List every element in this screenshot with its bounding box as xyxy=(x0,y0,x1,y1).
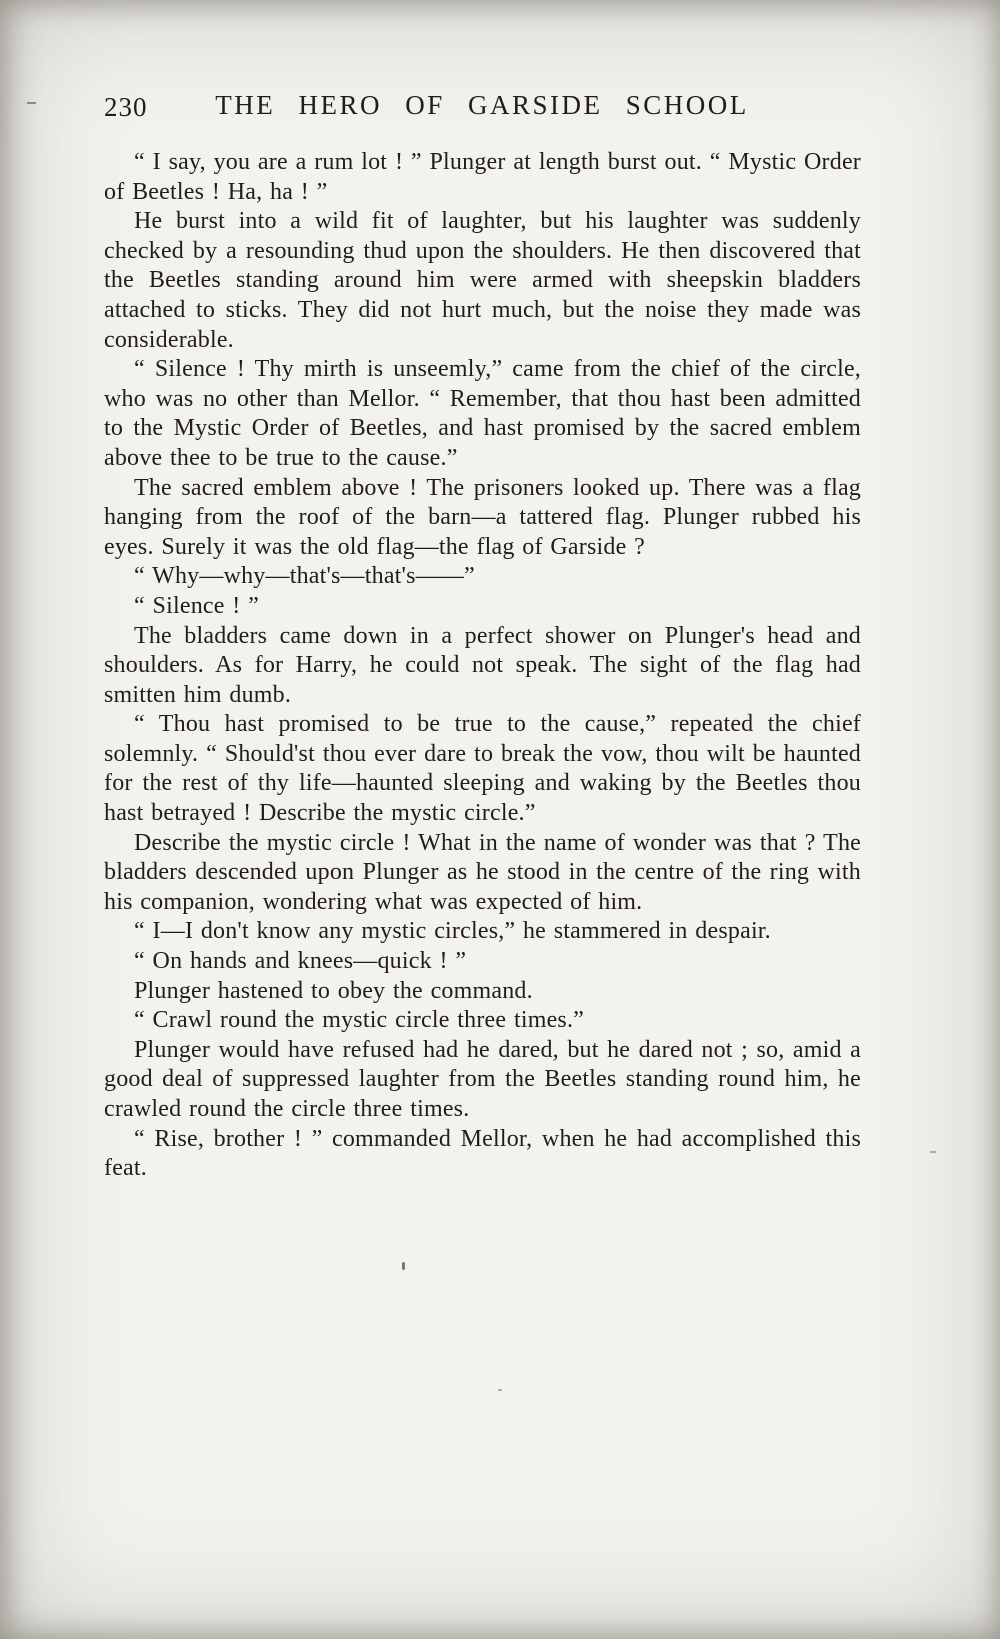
print-speck-bottom xyxy=(498,1389,502,1391)
print-speck-left xyxy=(27,102,36,104)
paragraph-13: “ Crawl round the mystic circle three times.” xyxy=(134,1007,585,1034)
paragraph-15: “ Rise, brother ! ” commanded Mellor, when he had accomplished this feat. xyxy=(104,1125,861,1182)
paragraph-2: He burst into a wild fit of laughter, but his laughter was suddenly checked by a resounding thud upon the shoulders. He then discovered that the Beetles standing around him were armed with sheepskin bladders attached to sticks. They did not hurt much, but the noise they made was considerable. xyxy=(104,208,861,353)
body-text xyxy=(104,148,861,1184)
page-number: 230 xyxy=(104,92,148,122)
paragraph-4: The sacred emblem above ! The prisoners looked up. There was a flag hanging from the roof of the barn—a tattered flag. Plunger rubbed his eyes. Surely it was the old flag—the flag of Garside ? xyxy=(104,474,861,560)
print-speck-right xyxy=(930,1151,936,1153)
print-speck-ink xyxy=(402,1262,405,1270)
paragraph-7: The bladders came down in a perfect shower on Plunger's head and shoulders. As for Harry, he could not speak. The sight of the flag had smitten him dumb. xyxy=(104,622,861,708)
running-title: THE HERO OF GARSIDE SCHOOL xyxy=(215,90,749,120)
paragraph-1: “ I say, you are a rum lot ! ” Plunger at length burst out. “ Mystic Order of Beetles ! Ha, ha ! ” xyxy=(104,149,861,205)
paragraph-11: “ On hands and knees—quick ! ” xyxy=(134,948,467,975)
paragraph-8: “ Thou hast promised to be true to the cause,” repeated the chief solemnly. “ Should'st thou ever dare to break the vow, thou wilt be haunted for the rest of thy life—haunted sleeping and waking by the Beetles thou hast betrayed ! Describe the mystic circle.” xyxy=(104,711,861,827)
paragraph-14: Plunger would have refused had he dared, but he dared not ; so, amid a good deal of suppressed laughter from the Beetles standing round him, he crawled round the circle three times. xyxy=(104,1036,861,1122)
paragraph-5: “ Why—why—that's—that's——” xyxy=(134,563,475,590)
page-header xyxy=(104,90,860,126)
paragraph-9: Describe the mystic circle ! What in the name of wonder was that ? The bladders descended upon Plunger as he stood in the centre of the ring with his companion, wondering what was expected of him. xyxy=(104,829,861,915)
paragraph-10: “ I—I don't know any mystic circles,” he stammered in despair. xyxy=(134,918,771,945)
paragraph-6: “ Silence ! ” xyxy=(134,592,260,619)
paragraph-12: Plunger hastened to obey the command. xyxy=(134,977,533,1004)
paragraph-3: “ Silence ! Thy mirth is unseemly,” came from the chief of the circle, who was no other than Mellor. “ Remember, that thou hast been admitted to the Mystic Order of Beetles, and hast promised by the sacred emblem above thee to be true to the cause.” xyxy=(104,356,861,471)
